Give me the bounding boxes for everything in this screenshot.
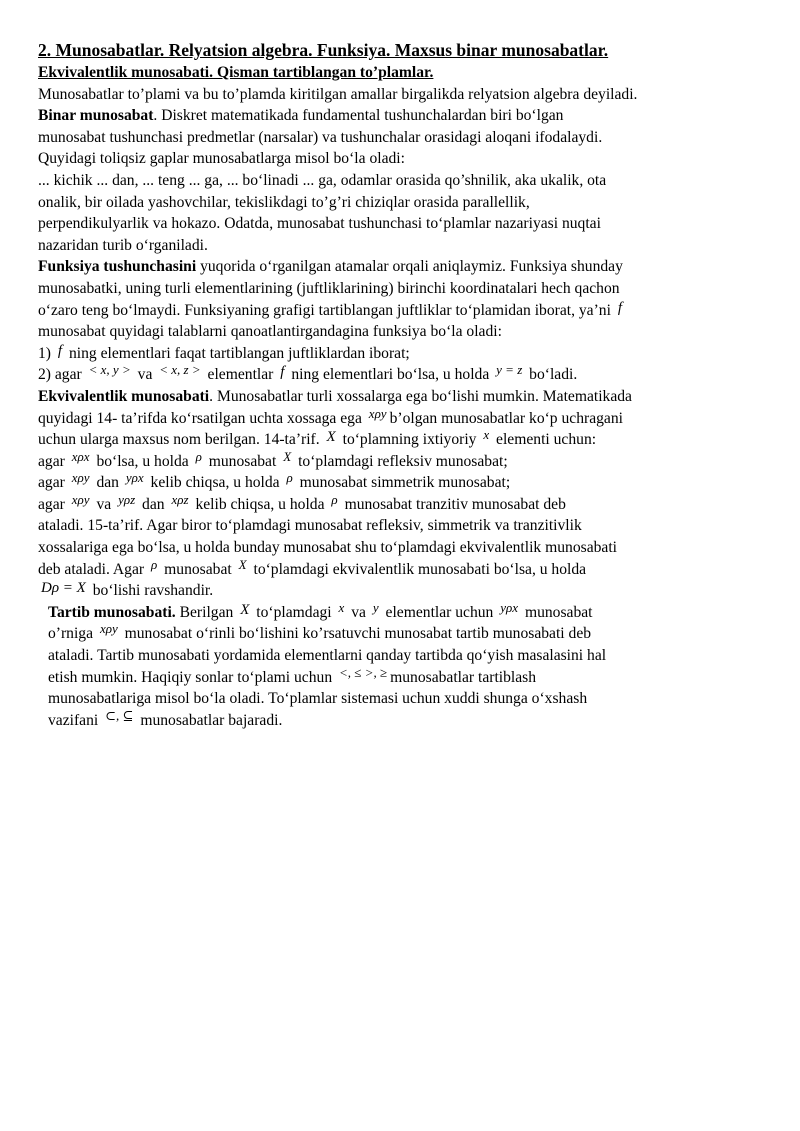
math-X: X	[326, 429, 336, 446]
text-line: onalik, bir oilada yashovchilar, tekislikdagi to’g’ri chiziqlar orasida parallellik,	[38, 193, 530, 211]
text-span: to‘plamdagi	[256, 603, 332, 621]
math-pair-xy: < x, y >	[88, 362, 131, 378]
math-xpy: xρy	[71, 491, 90, 507]
text-line: Munosabatlar to’plami va bu to’plamda kiritilgan amallar birgalikda relyatsion algebra deyiladi.	[38, 85, 638, 103]
text-line	[38, 556, 764, 581]
text-line	[38, 599, 764, 624]
math-xpy: xρy	[99, 621, 118, 637]
math-xpy: xρy	[368, 405, 387, 421]
text-span: o’rniga	[48, 625, 94, 643]
text-line	[38, 256, 764, 278]
text-line: perpendikulyarlik va hokazo. Odatda, munosabat tushunchasi to‘plamlar nazariyasi nuqtai	[38, 215, 601, 233]
math-subset-signs: ⊂, ⊆	[105, 707, 134, 723]
math-f: f	[57, 342, 63, 359]
math-order-signs: <, ≤ >, ≥	[339, 664, 388, 680]
math-rho: ρ	[151, 556, 158, 572]
math-x: x	[338, 599, 345, 615]
math-pair-xz: < x, z >	[159, 362, 201, 378]
text-line	[38, 386, 764, 408]
document-page	[38, 38, 764, 731]
text-span: dan	[96, 474, 119, 492]
math-X: X	[238, 556, 247, 572]
text-line	[38, 623, 764, 645]
math-xpx: xρx	[71, 448, 90, 464]
math-xpy: xρy	[71, 470, 90, 486]
text-span: etish mumkin. Haqiqiy sonlar to‘plami uchun	[48, 668, 333, 686]
text-line: ataladi. 15-ta’rif. Agar biror to‘plamdagi munosabat refleksiv, simmetrik va tranzitivlik	[38, 517, 582, 535]
text-span: b’olgan munosabatlar ko‘p uchragani	[389, 409, 623, 427]
term-binary-relation: Binar munosabat	[38, 107, 154, 125]
text-span: yuqorida o‘rganilgan atamalar orqali aniqlaymiz. Funksiya shunday	[196, 258, 623, 276]
text-line	[38, 707, 764, 732]
text-span: munosabatlar bajaradi.	[140, 711, 283, 729]
text-line: munosabat tushunchasi predmetlar (narsalar) va tushunchalar orasidagi aloqani ifodalaydi.	[38, 128, 603, 146]
document-subtitle: Ekvivalentlik munosabati. Qisman tartiblangan to’plamlar.	[38, 64, 434, 81]
text-span: to‘plamdagi ekvivalentlik munosabati bo‘lsa, u holda	[253, 560, 587, 578]
math-ypx: yρx	[500, 599, 519, 615]
text-line: munosabatlariga misol bo‘la oladi. To‘plamlar sistemasi uchun xuddi shunga o‘xshash	[48, 690, 588, 708]
text-span: quyidagi 14- ta’rifda ko‘rsatilgan uchta xossaga ega	[38, 409, 362, 427]
text-span: munosabat tranzitiv munosabat deb	[344, 495, 566, 513]
text-span: munosabat o‘rinli bo‘lishini ko’rsatuvchi munosabat tartib munosabati deb	[124, 625, 592, 643]
text-line: nazaridan turib o‘rganiladi.	[38, 236, 208, 254]
text-span: munosabat simmetrik munosabat;	[299, 474, 511, 492]
term-function: Funksiya tushunchasini	[38, 258, 197, 276]
math-rho: ρ	[195, 448, 202, 464]
math-x: x	[483, 427, 490, 443]
text-span: elementi uchun:	[496, 431, 597, 449]
text-span: agar	[38, 452, 65, 470]
text-span: bo‘lsa, u holda	[96, 452, 189, 470]
text-line	[38, 343, 764, 365]
math-ypz: yρz	[118, 491, 136, 507]
text-line	[38, 448, 764, 473]
text-span: munosabatlar tartiblash	[390, 668, 537, 686]
text-span: agar	[38, 495, 65, 513]
text-line	[38, 300, 764, 322]
text-span: ning elementlari faqat tartiblangan juftliklardan iborat;	[68, 344, 410, 362]
text-span: bo‘lishi ravshandir.	[92, 582, 214, 600]
text-line	[38, 580, 764, 602]
text-span: vazifani	[48, 711, 99, 729]
text-span: to‘plamning ixtiyoriy	[342, 431, 477, 449]
text-line: ataladi. Tartib munosabati yordamida elementlarni qanday tartibda qo‘yish masalasini hal	[48, 647, 607, 665]
text-span: uchun ularga maxsus nom berilgan. 14-ta’rif.	[38, 431, 320, 449]
text-line: xossalariga ega bo‘lsa, u holda bunday munosabat shu to‘plamdagi ekvivalentlik munosabati	[38, 539, 618, 557]
text-span: . Diskret matematikada fundamental tushunchalardan biri bo‘lgan	[153, 107, 564, 125]
document-title: 2. Munosabatlar. Relyatsion algebra. Funksiya. Maxsus binar munosabatlar.	[38, 40, 609, 60]
text-line	[38, 472, 764, 494]
text-span: bo‘ladi.	[529, 366, 578, 384]
term-order-relation: Tartib munosabati.	[48, 603, 176, 621]
text-span: Berilgan	[179, 603, 234, 621]
text-span: to‘plamdagi refleksiv munosabat;	[298, 452, 508, 470]
text-line	[38, 664, 764, 689]
text-span: . Munosabatlar turli xossalarga ega bo‘lishi mumkin. Matematikada	[209, 387, 632, 405]
term-equivalence: Ekvivalentlik munosabati	[38, 387, 210, 405]
math-f: f	[280, 364, 285, 381]
math-domain: Dρ = X	[41, 580, 86, 597]
text-line: ... kichik ... dan, ... teng ... ga, ... bo‘linadi ... ga, odamlar orasida qo’shnilik, aka ukalik, ota	[38, 171, 607, 189]
text-line: munosabatki, uning turli elementlarining (juftliklarining) birinchi koordinatalari hech qachon	[38, 279, 620, 297]
math-f: f	[617, 299, 622, 316]
text-line	[38, 105, 764, 127]
text-span: kelib chiqsa, u holda	[150, 474, 280, 492]
text-span: 2) agar	[38, 366, 82, 384]
text-span: dan	[142, 495, 165, 513]
text-span: munosabat	[524, 603, 593, 621]
math-rho: ρ	[331, 491, 338, 507]
text-span: agar	[38, 474, 65, 492]
text-span: 1)	[38, 344, 51, 362]
text-span: kelib chiqsa, u holda	[195, 495, 325, 513]
text-line	[38, 429, 764, 451]
text-span: elementlar uchun	[385, 603, 494, 621]
math-y: y	[372, 599, 379, 615]
text-span: va	[96, 495, 112, 513]
text-line	[38, 405, 764, 430]
math-X: X	[283, 448, 292, 464]
text-span: va	[137, 366, 153, 384]
text-line: Quyidagi toliqsiz gaplar munosabatlarga misol bo‘la oladi:	[38, 150, 405, 168]
text-line	[38, 491, 764, 516]
math-ypx: yρx	[125, 470, 144, 486]
text-line	[38, 364, 764, 386]
math-X: X	[240, 601, 250, 618]
text-span: o‘zaro teng bo‘lmaydi. Funksiyaning grafigi tartiblangan juftliklar to‘plamidan iborat, ya’ni	[38, 301, 611, 319]
text-span: deb ataladi. Agar	[38, 560, 145, 578]
math-xpz: xρz	[171, 491, 189, 507]
text-span: munosabat	[164, 560, 232, 578]
text-span: munosabat	[208, 452, 277, 470]
math-rho: ρ	[286, 470, 293, 486]
text-line: munosabat quyidagi talablarni qanoatlantirgandagina funksiya bo‘la oladi:	[38, 323, 502, 341]
math-y-eq-z: y = z	[496, 362, 523, 378]
text-span: elementlar	[207, 366, 274, 384]
text-span: ning elementlari bo‘lsa, u holda	[291, 366, 490, 384]
text-span: va	[351, 603, 366, 621]
